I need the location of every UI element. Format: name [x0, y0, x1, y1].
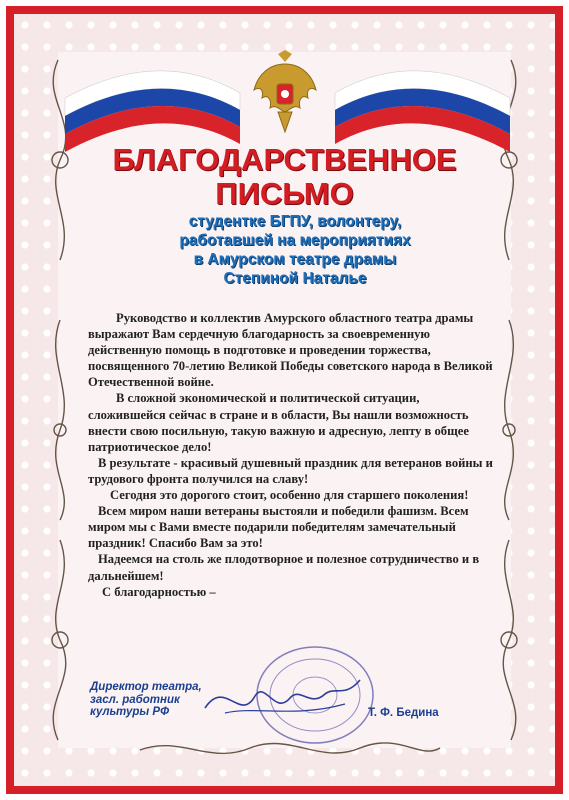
letter-paragraph: Сегодня это дорогого стоит, особенно для старшего поколения!: [110, 488, 469, 503]
certificate-title-line1: БЛАГОДАРСТВЕННОЕ: [112, 142, 457, 177]
letter-body: [88, 310, 500, 600]
signatory-title: [90, 681, 202, 719]
letter-paragraph: Руководство и коллектив Амурского областного театра драмы выражают Вам сердечную благодарность за своевременную действенную помощь в подготовке и проведении торжества, посвященного 70-летию Великой Победы советского народа в Великой Отечественной войне.: [88, 311, 493, 390]
signatory-title-line: культуры РФ: [90, 706, 170, 718]
eagle-emblem-icon: [250, 50, 320, 136]
letter-paragraph: В сложной экономической и политической ситуации, сложившейся сейчас в стране и в области, Вы нашли возможность внести свою посильную, такую важную и адресную, лепту в общее патриотическое дело!: [88, 391, 469, 454]
signatory-title-line: Директор театра,: [90, 681, 202, 693]
recipient-line: работавшей на мероприятиях: [179, 232, 411, 249]
letter-paragraph: В результате - красивый душевный праздник для ветеранов войны и трудового фронта получился на славу!: [88, 455, 493, 486]
recipient-line: Степиной Наталье: [223, 270, 367, 287]
signatory-title-line: засл. работник: [90, 693, 180, 706]
recipient-line: в Амурском театре драмы: [193, 251, 397, 268]
recipient-line: студентке БГПУ, волонтеру,: [188, 213, 402, 230]
letter-paragraph: Надеемся на столь же плодотворное и полезное сотрудничество и в дальнейшем!: [88, 552, 480, 583]
certificate-title-line2: ПИСЬМО: [215, 176, 354, 211]
letter-paragraph: Всем миром наши ветераны выстояли и победили фашизм. Всем миром мы с Вами вместе подарили победителям замечательный праздник! Спасибо Вам за это!: [88, 504, 469, 551]
handwritten-signature-icon: [195, 668, 365, 728]
signatory-name: Т. Ф. Бедина: [368, 707, 439, 719]
recipient-block: [100, 212, 490, 288]
letter-paragraph: С благодарностью –: [102, 584, 216, 599]
